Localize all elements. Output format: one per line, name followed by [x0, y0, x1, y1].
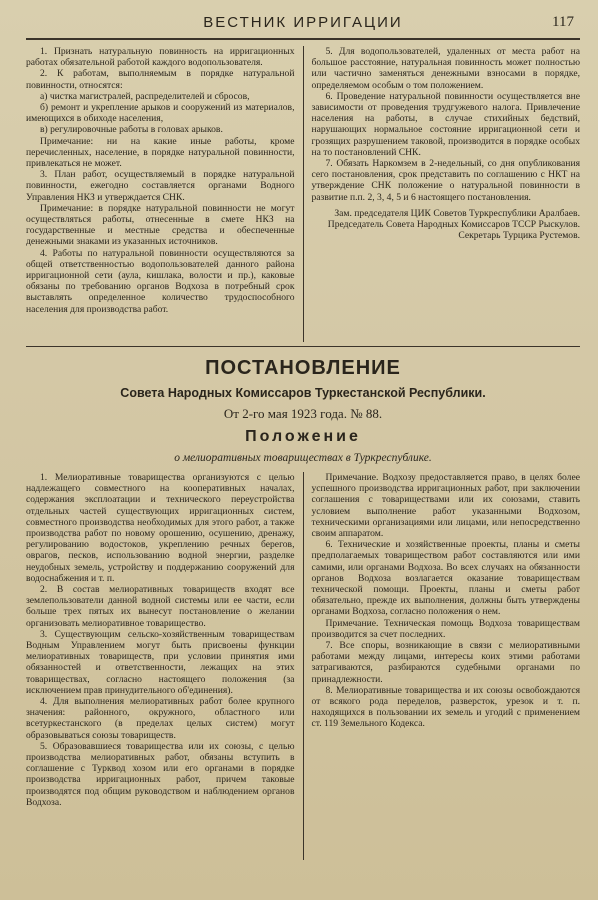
top-left-column	[26, 46, 295, 342]
note: Примечание. Водхозу предоставляется право, в целях более успешного производства ирригационных работ, при заключении соглашения с товариществами или их союзами, ставить условием выполнение работ указанными Водхозом, техническими организациями или лицами, или непосредственно своим аппаратом.	[311, 472, 580, 540]
section-rule	[26, 346, 580, 347]
paragraph: 1. Мелиоративные товарищества организуются с целью надлежащего совместного на кооперативных началах, содержания эксплоатации и технического переустройства отдельных частей существующих ирригационных систем, совместного производства необходимых для этого работ, а также производства работ по новому орошению, осушению, дренажу, регулированию водостоков, укреплению речных берегов, оврагов, песков, использованию водной энергии, разделке неудобных земель, устройству и поддержанию сооружений для водоснабжения и т. п.	[26, 472, 295, 584]
top-columns	[26, 46, 580, 342]
signature-line: Зам. председателя ЦИК Советов Туркреспублики Аралбаев.	[334, 207, 580, 219]
section-topic: о мелиоративных товариществах в Туркреспублике.	[174, 452, 432, 464]
paragraph: 8. Мелиоративные товарищества и их союзы освобождаются от всякого рода переделов, разверсток, урезок и т. п. находящихся в пользовании их земель и угодий с применением ст. 119 Земельного Кодекса.	[311, 684, 580, 730]
paragraph: 7. Обязать Наркомзем в 2-недельный, со дня опубликования сего постановления, срок представить по соглашению с НКТ на утверждение СНК положение о натуральной повинности в развитие п.п. 2, 3, 4, 5 и 6 настоящего постановления.	[311, 158, 580, 203]
paragraph: 3. План работ, осуществляемый в порядке натуральной повинности, ежегодно составляется органами Водного Управления НКЗ и утверждается СНК.	[26, 169, 295, 203]
signature-line: Секретарь Турцика Рустемов.	[458, 230, 580, 242]
paragraph: 2. К работам, выполняемым в порядке натуральной повинности, относятся:	[26, 68, 295, 91]
paragraph: в) регулировочные работы в головах арыков.	[40, 124, 223, 136]
paragraph: 4. Работы по натуральной повинности осуществляются за общей ответственностью водопользователей данного района ирригационной сети (аула, кишлака, волости и пр.), каковые обязаны по требованию органов Водхоза в потребный срок выставлять определенное количество трудоспособного населения для производства работ.	[26, 247, 295, 315]
paragraph: 6. Технические и хозяйственные проекты, планы и сметы предполагаемых товариществом работ составляются или ими самими, или органами Водхоза. Во всех случаях на обязанности органов Водхоза возлагается оказание товариществам технической помощи. Проекты, планы и сметы работ обязательно, прежде их выполнения, должны быть утверждены органами Водхоза, согласно положения о нем.	[311, 539, 580, 618]
decree-date: От 2-го мая 1923 года. № 88.	[223, 406, 383, 421]
note: Примечание: ни на какие иные работы, кроме перечисленных, население, в порядке натуральной повинности, привлекаться не может.	[26, 135, 295, 170]
column-divider	[303, 472, 304, 860]
paragraph: 4. Для выполнения мелиоративных работ более крупного значения: районного, окружного, областного или всетуркестанского (в пределах целых систем) могут образовываться союзы товариществ.	[26, 696, 295, 741]
paragraph: 6. Проведение натуральной повинности осуществляется вне зависимости от проведения трудгужевого налога. Привлечение населения на работы, в случае стихийных бедствий, нарушающих нормальное состояние ирригационной сети и грозящих разрушением таковой, производится в порядке особых на то постановлений СНК.	[311, 90, 580, 158]
note: Примечание: в порядке натуральной повинности не могут осуществляться работы, отнесенные в смете НКЗ на государственные и местные средства и обеспеченные денежными знаками из указанных источников.	[26, 202, 295, 248]
column-divider	[303, 46, 304, 342]
journal-title: ВЕСТНИК ИРРИГАЦИИ	[203, 14, 403, 31]
paragraph: 5. Для водопользователей, удаленных от места работ на большое расстояние, натуральная повинность может полностью или частично заменяться денежными взносами в порядке, определяемом особым о том положением.	[311, 46, 580, 91]
paragraph: 1. Признать натуральную повинность на ирригационных работах обязательной работой каждого водопользователя.	[26, 46, 295, 69]
decree-heading: ПОСТАНОВЛЕНИЕ	[205, 357, 401, 379]
paragraph: 3. Существующим сельско-хозяйственным товариществам Водным Управлением могут быть присвоены функции мелиоративных товариществ, при условии принятия ими обязанностей и ответственности, лежащих на этих товариществах, согласно настоящего положения (за исключением прав принудительного об'единения).	[26, 628, 295, 696]
note: Примечание. Техническая помощь Водхоза товариществам производится за счет последних.	[311, 617, 580, 640]
decree-subheading: Совета Народных Комиссаров Туркестанской Республики.	[120, 386, 486, 400]
paragraph: 7. Все споры, возникающие в связи с мелиоративными работами между лицами, интересы коих этими работами затрагиваются, разбираются судебными органами по принадлежности.	[311, 640, 580, 685]
paragraph: а) чистка магистралей, распределителей и сбросов,	[40, 90, 250, 102]
signature-line: Председатель Совета Народных Комиссаров ТССР Рыскулов.	[327, 219, 580, 231]
bottom-right-column	[312, 472, 581, 860]
top-right-column	[312, 46, 581, 342]
page-number: 117	[552, 14, 574, 30]
section-title: Положение	[245, 428, 361, 445]
running-header	[26, 12, 580, 40]
paragraph: 2. В состав мелиоративных товариществ входят все землепользователи данной водной системы или ее части, если больше трех пятых их вынесут постановление о желании организовать мелиоративное товарищество.	[26, 584, 295, 629]
paragraph: б) ремонт и укрепление арыков и сооружений из материалов, имеющихся в обиходе населения,	[26, 102, 295, 125]
bottom-left-column	[26, 472, 295, 860]
paragraph: 5. Образовавшиеся товарищества или их союзы, с целью производства мелиоративных работ, обязаны вступить в соглашение с Турквод хозом или его органами в порядке производства ирригационных работ, причем таковые производятся под общим руководством и наблюдением органов Водхоза.	[26, 740, 295, 808]
bottom-columns	[26, 472, 580, 860]
